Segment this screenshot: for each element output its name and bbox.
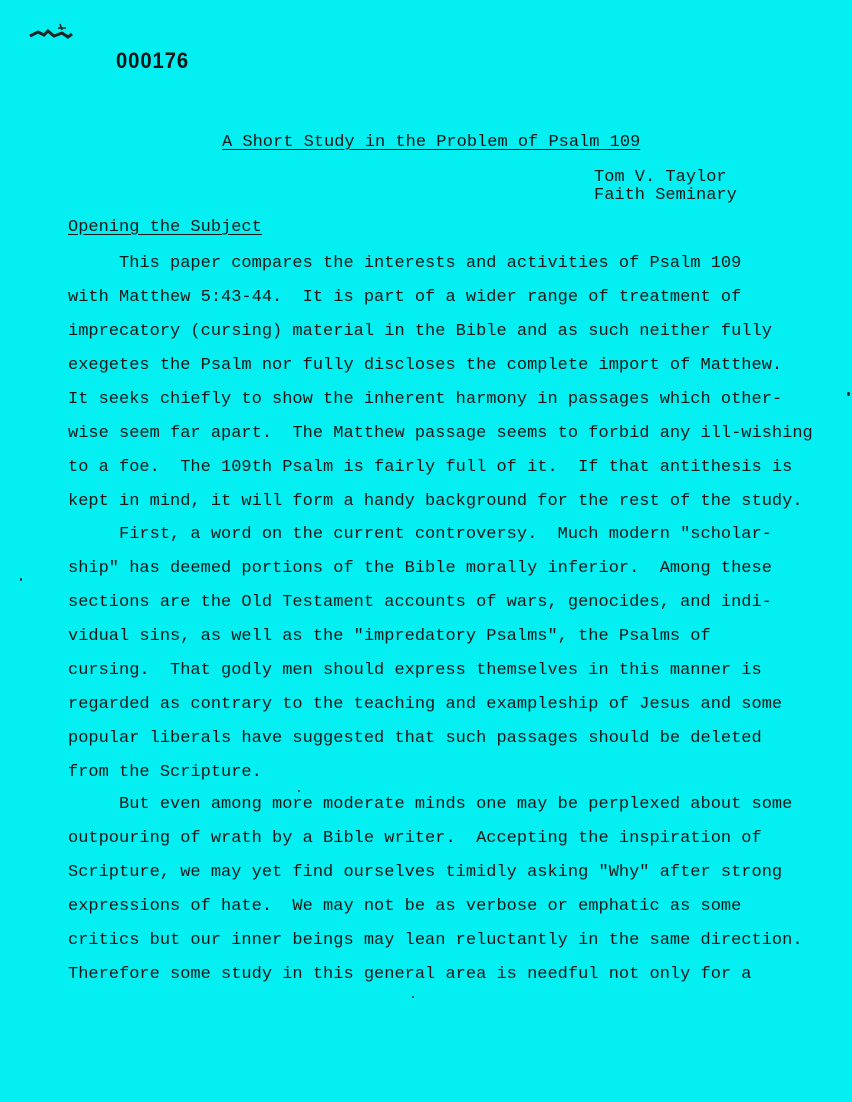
paragraph-2 bbox=[68, 518, 782, 790]
document-number: 000176 bbox=[116, 48, 190, 73]
paragraph-line: kept in mind, it will form a handy background for the rest of the study. bbox=[68, 492, 803, 511]
paragraph-line: popular liberals have suggested that such passages should be deleted bbox=[68, 729, 762, 748]
paragraph-line: wise seem far apart. The Matthew passage seems to forbid any ill-wishing bbox=[68, 424, 813, 443]
paragraph-line: expressions of hate. We may not be as verbose or emphatic as some bbox=[68, 897, 742, 916]
paragraph-line: exegetes the Psalm nor fully discloses the complete import of Matthew. bbox=[68, 356, 783, 375]
section-heading: Opening the Subject bbox=[68, 218, 262, 237]
paragraph-line: Therefore some study in this general area is needful not only for a bbox=[68, 965, 752, 984]
author-name: Tom V. Taylor bbox=[594, 168, 727, 187]
paragraph-line: sections are the Old Testament accounts of wars, genocides, and indi- bbox=[68, 593, 772, 612]
paragraph-line: with Matthew 5:43-44. It is part of a wider range of treatment of bbox=[68, 288, 742, 307]
corner-ink-mark bbox=[28, 22, 76, 42]
paragraph-line: But even among more moderate minds one may be perplexed about some bbox=[68, 795, 793, 814]
paragraph-line: critics but our inner beings may lean reluctantly in the same direction. bbox=[68, 931, 803, 950]
paragraph-3 bbox=[68, 788, 803, 992]
paragraph-line: outpouring of wrath by a Bible writer. Accepting the inspiration of bbox=[68, 829, 762, 848]
paragraph-line: from the Scripture. bbox=[68, 763, 262, 782]
paragraph-line: First, a word on the current controversy. Much modern "scholar- bbox=[68, 525, 772, 544]
author-block bbox=[594, 169, 737, 205]
paragraph-line: ship" has deemed portions of the Bible morally inferior. Among these bbox=[68, 559, 772, 578]
paragraph-line: It seeks chiefly to show the inherent harmony in passages which other- bbox=[68, 390, 783, 409]
paragraph-line: cursing. That godly men should express themselves in this manner is bbox=[68, 661, 762, 680]
paragraph-line: to a foe. The 109th Psalm is fairly full of it. If that antithesis is bbox=[68, 458, 793, 477]
ink-speck bbox=[847, 392, 850, 396]
author-institution: Faith Seminary bbox=[594, 186, 737, 205]
ink-speck bbox=[20, 578, 22, 581]
paragraph-line: This paper compares the interests and activities of Psalm 109 bbox=[68, 254, 742, 273]
paragraph-line: vidual sins, as well as the "impredatory Psalms", the Psalms of bbox=[68, 627, 711, 646]
document-title: A Short Study in the Problem of Psalm 109 bbox=[222, 133, 641, 152]
ink-speck bbox=[298, 790, 300, 792]
paragraph-line: Scripture, we may yet find ourselves timidly asking "Why" after strong bbox=[68, 863, 783, 882]
paragraph-1 bbox=[68, 247, 813, 519]
paragraph-line: imprecatory (cursing) material in the Bible and as such neither fully bbox=[68, 322, 772, 341]
paragraph-line: regarded as contrary to the teaching and exampleship of Jesus and some bbox=[68, 695, 783, 714]
ink-speck bbox=[412, 996, 414, 998]
